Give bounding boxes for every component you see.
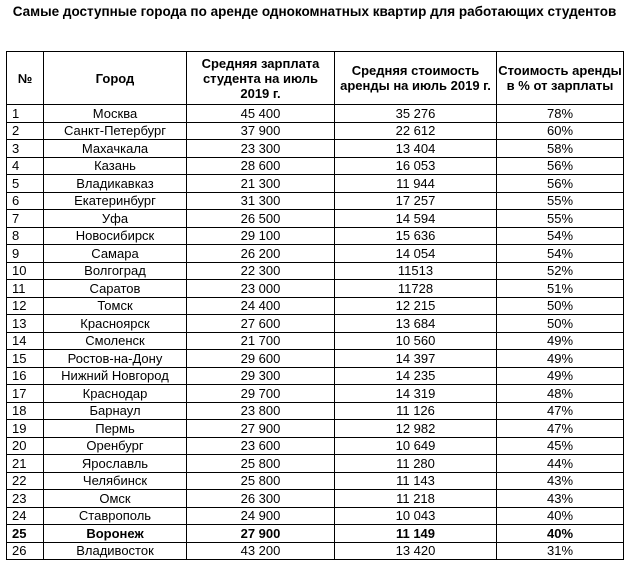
cell-salary: 21 700 bbox=[187, 332, 335, 350]
cell-percent: 56% bbox=[497, 157, 624, 175]
cell-city: Москва bbox=[44, 105, 187, 123]
cell-rent: 10 649 bbox=[335, 437, 497, 455]
cell-city: Волгоград bbox=[44, 262, 187, 280]
cell-city: Омск bbox=[44, 490, 187, 508]
cell-salary: 23 600 bbox=[187, 437, 335, 455]
table-body bbox=[7, 105, 624, 560]
cell-rent: 14 235 bbox=[335, 367, 497, 385]
cell-salary: 29 600 bbox=[187, 350, 335, 368]
cell-rent: 11 143 bbox=[335, 472, 497, 490]
cell-num: 10 bbox=[7, 262, 44, 280]
rent-table bbox=[6, 51, 624, 560]
cell-salary: 24 400 bbox=[187, 297, 335, 315]
cell-num: 5 bbox=[7, 175, 44, 193]
table-row bbox=[7, 507, 624, 525]
cell-rent: 10 560 bbox=[335, 332, 497, 350]
cell-percent: 49% bbox=[497, 350, 624, 368]
cell-salary: 22 300 bbox=[187, 262, 335, 280]
header-salary: Средняя зарплата студента на июль 2019 г. bbox=[187, 52, 335, 105]
cell-salary: 21 300 bbox=[187, 175, 335, 193]
table-row bbox=[7, 157, 624, 175]
cell-num: 12 bbox=[7, 297, 44, 315]
table-row bbox=[7, 420, 624, 438]
cell-percent: 31% bbox=[497, 542, 624, 560]
cell-city: Барнаул bbox=[44, 402, 187, 420]
table-row bbox=[7, 280, 624, 298]
table-header bbox=[7, 52, 624, 105]
table-row bbox=[7, 350, 624, 368]
table-row bbox=[7, 542, 624, 560]
cell-num: 4 bbox=[7, 157, 44, 175]
cell-salary: 27 900 bbox=[187, 420, 335, 438]
cell-salary: 28 600 bbox=[187, 157, 335, 175]
table-row bbox=[7, 227, 624, 245]
cell-percent: 44% bbox=[497, 455, 624, 473]
cell-num: 2 bbox=[7, 122, 44, 140]
cell-rent: 14 054 bbox=[335, 245, 497, 263]
cell-rent: 35 276 bbox=[335, 105, 497, 123]
cell-percent: 55% bbox=[497, 210, 624, 228]
cell-rent: 13 420 bbox=[335, 542, 497, 560]
table-row bbox=[7, 122, 624, 140]
cell-percent: 54% bbox=[497, 227, 624, 245]
table-row bbox=[7, 385, 624, 403]
header-city: Город bbox=[44, 52, 187, 105]
table-row bbox=[7, 140, 624, 158]
cell-num: 3 bbox=[7, 140, 44, 158]
cell-salary: 23 800 bbox=[187, 402, 335, 420]
cell-salary: 31 300 bbox=[187, 192, 335, 210]
cell-num: 9 bbox=[7, 245, 44, 263]
cell-percent: 49% bbox=[497, 367, 624, 385]
cell-num: 17 bbox=[7, 385, 44, 403]
cell-city: Саратов bbox=[44, 280, 187, 298]
cell-rent: 11 280 bbox=[335, 455, 497, 473]
table-row bbox=[7, 367, 624, 385]
cell-city: Махачкала bbox=[44, 140, 187, 158]
cell-percent: 60% bbox=[497, 122, 624, 140]
cell-percent: 40% bbox=[497, 507, 624, 525]
cell-rent: 11 218 bbox=[335, 490, 497, 508]
cell-percent: 49% bbox=[497, 332, 624, 350]
page-title: Самые доступные города по аренде однокомнатных квартир для работающих студентов bbox=[12, 4, 617, 19]
cell-city: Пермь bbox=[44, 420, 187, 438]
cell-num: 23 bbox=[7, 490, 44, 508]
cell-salary: 45 400 bbox=[187, 105, 335, 123]
cell-num: 26 bbox=[7, 542, 44, 560]
cell-city: Уфа bbox=[44, 210, 187, 228]
cell-rent: 11728 bbox=[335, 280, 497, 298]
cell-num: 22 bbox=[7, 472, 44, 490]
cell-num: 11 bbox=[7, 280, 44, 298]
cell-city: Ярославль bbox=[44, 455, 187, 473]
cell-num: 25 bbox=[7, 525, 44, 543]
cell-percent: 54% bbox=[497, 245, 624, 263]
cell-city: Красноярск bbox=[44, 315, 187, 333]
cell-city: Нижний Новгород bbox=[44, 367, 187, 385]
cell-salary: 26 500 bbox=[187, 210, 335, 228]
table-row bbox=[7, 437, 624, 455]
cell-rent: 11 149 bbox=[335, 525, 497, 543]
table-row bbox=[7, 262, 624, 280]
cell-city: Челябинск bbox=[44, 472, 187, 490]
cell-percent: 56% bbox=[497, 175, 624, 193]
cell-rent: 11513 bbox=[335, 262, 497, 280]
cell-percent: 78% bbox=[497, 105, 624, 123]
cell-city: Смоленск bbox=[44, 332, 187, 350]
cell-percent: 50% bbox=[497, 297, 624, 315]
cell-num: 21 bbox=[7, 455, 44, 473]
cell-rent: 12 982 bbox=[335, 420, 497, 438]
cell-num: 24 bbox=[7, 507, 44, 525]
cell-rent: 14 397 bbox=[335, 350, 497, 368]
cell-salary: 37 900 bbox=[187, 122, 335, 140]
cell-city: Самара bbox=[44, 245, 187, 263]
cell-rent: 11 126 bbox=[335, 402, 497, 420]
cell-percent: 48% bbox=[497, 385, 624, 403]
cell-city: Казань bbox=[44, 157, 187, 175]
table-row bbox=[7, 472, 624, 490]
cell-salary: 27 900 bbox=[187, 525, 335, 543]
cell-city: Владивосток bbox=[44, 542, 187, 560]
cell-rent: 12 215 bbox=[335, 297, 497, 315]
table-row bbox=[7, 297, 624, 315]
cell-rent: 14 594 bbox=[335, 210, 497, 228]
cell-city: Томск bbox=[44, 297, 187, 315]
cell-salary: 27 600 bbox=[187, 315, 335, 333]
cell-num: 19 bbox=[7, 420, 44, 438]
cell-num: 1 bbox=[7, 105, 44, 123]
cell-rent: 16 053 bbox=[335, 157, 497, 175]
cell-percent: 58% bbox=[497, 140, 624, 158]
table-row bbox=[7, 332, 624, 350]
cell-num: 6 bbox=[7, 192, 44, 210]
cell-percent: 47% bbox=[497, 402, 624, 420]
cell-rent: 13 684 bbox=[335, 315, 497, 333]
cell-city: Новосибирск bbox=[44, 227, 187, 245]
cell-num: 16 bbox=[7, 367, 44, 385]
cell-rent: 17 257 bbox=[335, 192, 497, 210]
cell-rent: 15 636 bbox=[335, 227, 497, 245]
cell-percent: 55% bbox=[497, 192, 624, 210]
cell-percent: 47% bbox=[497, 420, 624, 438]
cell-salary: 25 800 bbox=[187, 455, 335, 473]
cell-percent: 43% bbox=[497, 472, 624, 490]
cell-salary: 43 200 bbox=[187, 542, 335, 560]
cell-percent: 52% bbox=[497, 262, 624, 280]
table-row bbox=[7, 192, 624, 210]
cell-percent: 43% bbox=[497, 490, 624, 508]
table-row bbox=[7, 525, 624, 543]
table-row bbox=[7, 402, 624, 420]
cell-city: Владикавказ bbox=[44, 175, 187, 193]
cell-city: Оренбург bbox=[44, 437, 187, 455]
cell-salary: 29 100 bbox=[187, 227, 335, 245]
cell-percent: 45% bbox=[497, 437, 624, 455]
cell-rent: 13 404 bbox=[335, 140, 497, 158]
cell-num: 20 bbox=[7, 437, 44, 455]
cell-num: 15 bbox=[7, 350, 44, 368]
cell-salary: 23 000 bbox=[187, 280, 335, 298]
cell-city: Ставрополь bbox=[44, 507, 187, 525]
cell-rent: 14 319 bbox=[335, 385, 497, 403]
cell-city: Екатеринбург bbox=[44, 192, 187, 210]
cell-num: 7 bbox=[7, 210, 44, 228]
cell-city: Ростов-на-Дону bbox=[44, 350, 187, 368]
cell-rent: 22 612 bbox=[335, 122, 497, 140]
cell-percent: 50% bbox=[497, 315, 624, 333]
header-percent: Стоимость аренды в % от зарплаты bbox=[497, 52, 624, 105]
cell-rent: 10 043 bbox=[335, 507, 497, 525]
cell-city: Краснодар bbox=[44, 385, 187, 403]
cell-rent: 11 944 bbox=[335, 175, 497, 193]
cell-salary: 23 300 bbox=[187, 140, 335, 158]
cell-percent: 51% bbox=[497, 280, 624, 298]
cell-salary: 29 300 bbox=[187, 367, 335, 385]
table-row bbox=[7, 175, 624, 193]
cell-salary: 26 200 bbox=[187, 245, 335, 263]
cell-num: 13 bbox=[7, 315, 44, 333]
header-num: № bbox=[7, 52, 44, 105]
cell-salary: 29 700 bbox=[187, 385, 335, 403]
cell-city: Санкт-Петербург bbox=[44, 122, 187, 140]
table-row bbox=[7, 210, 624, 228]
table-row bbox=[7, 245, 624, 263]
cell-salary: 25 800 bbox=[187, 472, 335, 490]
cell-num: 14 bbox=[7, 332, 44, 350]
table-row bbox=[7, 490, 624, 508]
cell-salary: 24 900 bbox=[187, 507, 335, 525]
header-rent: Средняя стоимость аренды на июль 2019 г. bbox=[335, 52, 497, 105]
table-row bbox=[7, 105, 624, 123]
header-row bbox=[7, 52, 624, 105]
cell-percent: 40% bbox=[497, 525, 624, 543]
table-row bbox=[7, 455, 624, 473]
cell-salary: 26 300 bbox=[187, 490, 335, 508]
cell-num: 8 bbox=[7, 227, 44, 245]
cell-city: Воронеж bbox=[44, 525, 187, 543]
table-row bbox=[7, 315, 624, 333]
cell-num: 18 bbox=[7, 402, 44, 420]
